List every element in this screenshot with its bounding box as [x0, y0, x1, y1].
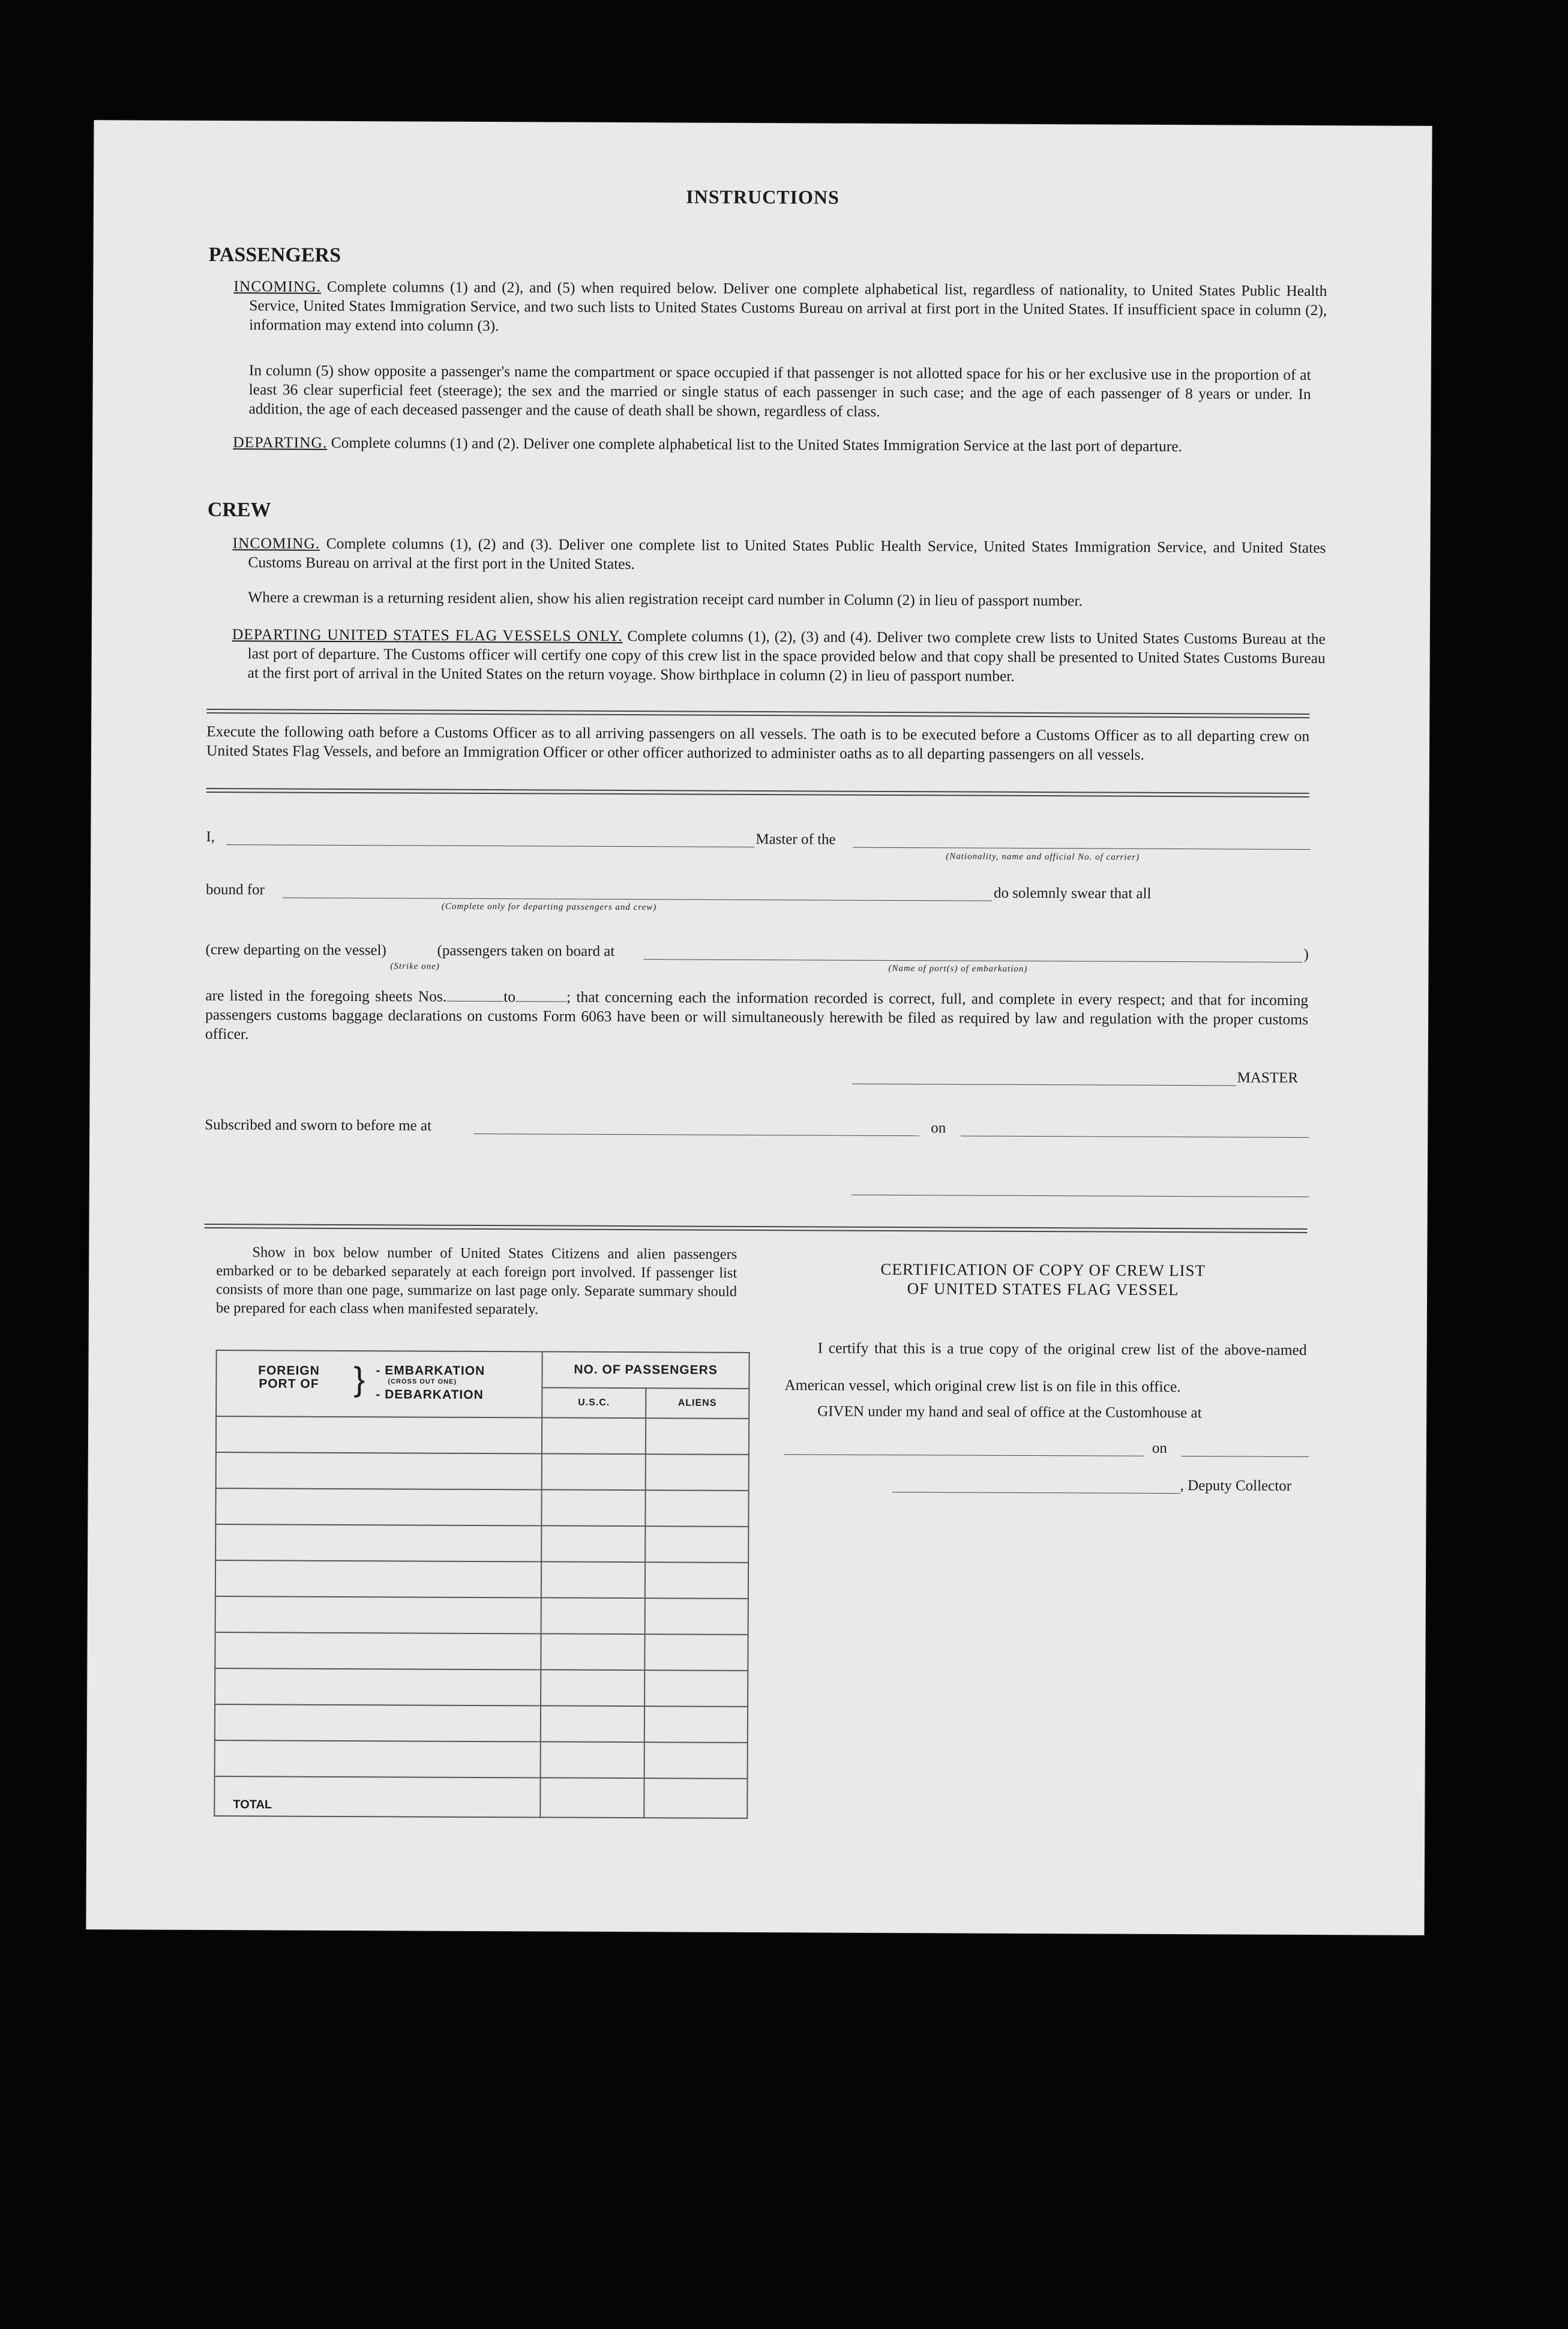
- aliens-cell[interactable]: [644, 1706, 748, 1743]
- sheet-to-field[interactable]: [515, 1001, 566, 1002]
- officer-signature-field[interactable]: [852, 1195, 1309, 1197]
- usc-cell[interactable]: [541, 1633, 645, 1670]
- crew-departing-option[interactable]: (crew departing on the vessel): [205, 941, 386, 959]
- strike-one-hint: (Strike one): [390, 961, 440, 972]
- passengers-incoming-lead: INCOMING.: [233, 277, 322, 295]
- usc-cell[interactable]: [542, 1417, 646, 1454]
- table-row: [215, 1668, 748, 1707]
- oath-instruction: Execute the following oath before a Customs Officer as to all arriving passengers on all vessels. The oath is to be executed before a Customs Officer as to all departing crew on United States Flag Vessels, and before an Immigration Officer or other officer authorized to administer oaths as to all departing passengers on all vessels.: [206, 722, 1310, 763]
- listed-text: ; that concerning each the information recorded is correct, full, and complete in every respect; and that for incoming passengers customs baggage declarations on customs Form 6063 have been or will simultaneously herewith be filed as required by law and regulation with the proper customs officer.: [205, 988, 1309, 1043]
- cert-on-label: on: [1152, 1440, 1168, 1456]
- aliens-cell[interactable]: [645, 1418, 749, 1455]
- aliens-total-cell[interactable]: [644, 1778, 748, 1818]
- passengers-departing-text: Complete columns (1) and (2). Deliver one complete alphabetical list to the United States Immigration Service at the last port of departure.: [331, 433, 1183, 455]
- port-cell[interactable]: [216, 1416, 542, 1453]
- table-row: [215, 1632, 748, 1671]
- table-row: [215, 1596, 748, 1635]
- embarkation-label: - EMBARKATION: [376, 1363, 485, 1378]
- bound-for-field[interactable]: [283, 898, 992, 901]
- certification-title-line2: OF UNITED STATES FLAG VESSEL: [907, 1279, 1179, 1299]
- master-label: MASTER: [1237, 1069, 1299, 1086]
- bound-for-label: bound for: [205, 881, 265, 898]
- aliens-cell[interactable]: [645, 1454, 749, 1491]
- aliens-cell[interactable]: [644, 1634, 748, 1671]
- cert-date-field[interactable]: [1182, 1456, 1309, 1457]
- aliens-header: ALIENS: [646, 1388, 749, 1419]
- crew-incoming-paragraph: [232, 533, 1326, 577]
- crew-incoming-text: Complete columns (1), (2) and (3). Deliver one complete list to United States Public Health Service, United States Immigration Service, and United States Customs Bureau on arrival at the first port in the United States.: [248, 534, 1326, 573]
- crew-departing-lead: DEPARTING UNITED STATES FLAG VESSELS ONLY.: [232, 625, 623, 645]
- subscribed-label: Subscribed and sworn to before me at: [205, 1116, 432, 1134]
- usc-header: U.S.C.: [542, 1387, 646, 1418]
- table-row: [215, 1704, 748, 1743]
- port-header-cell: [216, 1350, 542, 1417]
- usc-cell[interactable]: [541, 1525, 645, 1562]
- summary-note: Show in box below number of United States Citizens and alien passengers embarked or to be debarked separately at each foreign port involved. If passenger list consists of more than one page, summarize on last page only. Separate summary should be prepared for each class when manifested separately.: [215, 1244, 737, 1318]
- embarkation-ports-field[interactable]: [643, 959, 1302, 963]
- port-cell[interactable]: [215, 1704, 541, 1741]
- ports-table: [214, 1350, 749, 1819]
- sworn-place-field[interactable]: [473, 1134, 921, 1136]
- certification-title: [785, 1259, 1301, 1300]
- total-row: [214, 1776, 747, 1818]
- master-signature-field[interactable]: [852, 1084, 1236, 1086]
- port-cell[interactable]: [216, 1452, 542, 1489]
- passengers-departing-paragraph: [233, 433, 1326, 457]
- page-title: INSTRUCTIONS: [686, 185, 840, 208]
- aliens-cell[interactable]: [644, 1742, 748, 1779]
- aliens-cell[interactable]: [645, 1526, 749, 1563]
- usc-cell[interactable]: [542, 1489, 646, 1526]
- aliens-cell[interactable]: [644, 1670, 748, 1707]
- usc-cell[interactable]: [541, 1705, 644, 1742]
- form-page: [86, 120, 1432, 1935]
- total-label: TOTAL: [214, 1776, 541, 1817]
- table-row: [215, 1524, 748, 1563]
- crew-resident-paragraph: Where a crewman is a returning resident alien, show his alien registration receipt card number in Column (2) in lieu of passport number.: [248, 588, 1083, 610]
- table-row: [216, 1452, 749, 1491]
- port-cell[interactable]: [215, 1596, 541, 1633]
- usc-cell[interactable]: [541, 1669, 644, 1706]
- brace-icon: }: [353, 1360, 366, 1398]
- usc-cell[interactable]: [541, 1741, 644, 1778]
- port-cell[interactable]: [215, 1524, 541, 1561]
- close-paren: ): [1303, 946, 1309, 963]
- oath-i-label: I,: [206, 828, 215, 846]
- crew-departing-text: Complete columns (1), (2), (3) and (4). Deliver two complete crew lists to United States Customs Bureau at the last port of departure. The Customs officer will certify one copy of this crew list in the space provided below and that copy shall be presented to United States Customs Bureau at the first port of arrival in the United States on the return voyage. Show birthplace in column (2) in lieu of passport number.: [247, 627, 1326, 685]
- passengers-column5-paragraph: In column (5) show opposite a passenger's name the compartment or space occupied if that passenger is not allotted space for his or her exclusive use in the proportion of at least 36 clear superficial feet (steerage); the sex and the married or single status of each passenger in such case; and the age of each passenger of 8 years or under. In addition, the age of each deceased passenger and the cause of death shall be shown, regardless of class.: [248, 361, 1311, 420]
- crew-departing-paragraph: [232, 625, 1326, 687]
- carrier-field[interactable]: [853, 847, 1310, 850]
- crew-heading: CREW: [207, 498, 271, 521]
- deputy-signature-field[interactable]: [892, 1492, 1180, 1494]
- foreign-port-of-label: FOREIGN PORT OF: [258, 1363, 320, 1391]
- passengers-heading: PASSENGERS: [208, 243, 341, 266]
- passengers-incoming-text: Complete columns (1) and (2), and (5) when required below. Deliver one complete alphabetical list, regardless of nationality, to United States Public Health Service, United States Immigration Service, and two such lists to United States Customs Bureau on arrival at first port in the United States. If insufficient space in column (2), information may extend into column (3).: [249, 277, 1327, 335]
- certification-title-line1: CERTIFICATION OF COPY OF CREW LIST: [880, 1260, 1206, 1280]
- debarkation-label: - DEBARKATION: [376, 1387, 484, 1402]
- table-row: [216, 1416, 749, 1455]
- passengers-taken-option[interactable]: (passengers taken on board at: [437, 942, 615, 960]
- cross-out-one-label: (CROSS OUT ONE): [388, 1378, 457, 1386]
- nationality-hint: (Nationality, name and official No. of carrier): [946, 852, 1140, 862]
- given-text: GIVEN under my hand and seal of office at the Customhouse at: [817, 1403, 1202, 1422]
- swear-text: do solemnly swear that all: [993, 885, 1152, 902]
- port-cell[interactable]: [215, 1560, 541, 1597]
- sworn-date-field[interactable]: [961, 1135, 1309, 1138]
- passengers-departing-lead: DEPARTING.: [233, 433, 328, 451]
- table-row: [215, 1740, 748, 1779]
- port-cell[interactable]: [215, 1740, 541, 1778]
- sworn-on-label: on: [931, 1120, 946, 1137]
- aliens-cell[interactable]: [644, 1562, 748, 1599]
- ports-hint: (Name of port(s) of embarkation): [888, 963, 1028, 974]
- usc-cell[interactable]: [542, 1453, 646, 1490]
- no-of-passengers-header: NO. OF PASSENGERS: [542, 1351, 749, 1389]
- deputy-collector-label: , Deputy Collector: [1180, 1477, 1292, 1494]
- usc-total-cell[interactable]: [540, 1778, 644, 1818]
- sheet-from-field[interactable]: [446, 1001, 503, 1002]
- customhouse-field[interactable]: [784, 1454, 1144, 1456]
- usc-cell[interactable]: [541, 1597, 645, 1634]
- crew-incoming-lead: INCOMING.: [232, 534, 320, 552]
- port-cell[interactable]: [215, 1488, 541, 1525]
- listed-paragraph: [205, 986, 1308, 1048]
- aliens-cell[interactable]: [645, 1490, 749, 1527]
- aliens-cell[interactable]: [644, 1598, 748, 1635]
- master-name-field[interactable]: [226, 844, 754, 847]
- listed-prefix: are listed in the foregoing sheets Nos.: [205, 986, 447, 1005]
- master-of-the-label: Master of the: [755, 831, 836, 848]
- bound-for-hint: (Complete only for departing passengers and crew): [441, 901, 657, 913]
- table-row: [215, 1488, 748, 1527]
- certify-text: I certify that this is a true copy of the original crew list of the above-named American vessel, which original crew list is on file in this office.: [784, 1339, 1307, 1396]
- table-row: [215, 1560, 748, 1599]
- port-cell[interactable]: [215, 1668, 541, 1705]
- port-cell[interactable]: [215, 1632, 541, 1669]
- passengers-incoming-paragraph: [233, 277, 1327, 339]
- usc-cell[interactable]: [541, 1561, 645, 1598]
- to-word: to: [503, 988, 516, 1006]
